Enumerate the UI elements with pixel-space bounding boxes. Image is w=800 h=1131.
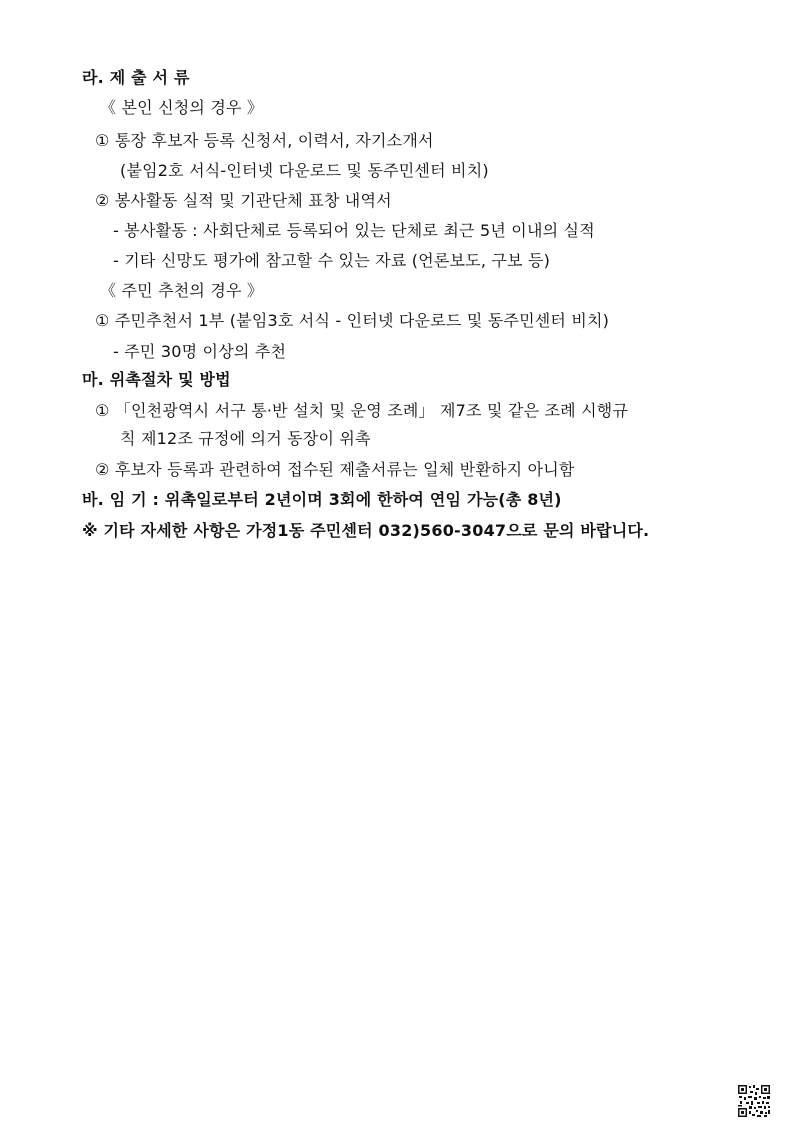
- resident-recommend-item-1: ① 주민추천서 1부 (붙임3호 서식 - 인터넷 다운로드 및 동주민센터 비치): [95, 311, 610, 330]
- self-apply-item-2: ② 봉사활동 실적 및 기관단체 표창 내역서: [95, 191, 392, 210]
- self-apply-item-2-sub-2: - 기타 신망도 평가에 참고할 수 있는 자료 (언론보도, 구보 등): [113, 251, 551, 270]
- section-ma-item-1-line-1: ① 「인천광역시 서구 통·반 설치 및 운영 조례」 제7조 및 같은 조례 시행규: [95, 401, 629, 420]
- section-ma-item-2: ② 후보자 등록과 관련하여 접수된 제출서류는 일체 반환하지 아니함: [95, 460, 575, 479]
- resident-recommend-heading: 《 주민 추천의 경우 》: [100, 281, 264, 300]
- section-ra-heading: 라. 제 출 서 류: [82, 68, 190, 87]
- contact-note: ※ 기타 자세한 사항은 가정1동 주민센터 032)560-3047으로 문의 바랍니다.: [82, 521, 650, 540]
- self-apply-item-1-note: (붙임2호 서식-인터넷 다운로드 및 동주민센터 비치): [120, 161, 489, 180]
- self-apply-heading: 《 본인 신청의 경우 》: [100, 98, 264, 117]
- resident-recommend-item-1-sub-1: - 주민 30명 이상의 추천: [113, 342, 287, 361]
- self-apply-item-1: ① 통장 후보자 등록 신청서, 이력서, 자기소개서: [95, 131, 434, 150]
- section-ma-item-1-line-2: 칙 제12조 규정에 의거 동장이 위촉: [120, 429, 371, 448]
- qr-code-icon: [737, 1084, 771, 1118]
- section-ba-term: 바. 임 기 : 위촉일로부터 2년이며 3회에 한하여 연임 가능(총 8년): [82, 490, 562, 509]
- self-apply-item-2-sub-1: - 봉사활동 : 사회단체로 등록되어 있는 단체로 최근 5년 이내의 실적: [113, 221, 595, 240]
- section-ma-heading: 마. 위촉절차 및 방법: [82, 370, 231, 389]
